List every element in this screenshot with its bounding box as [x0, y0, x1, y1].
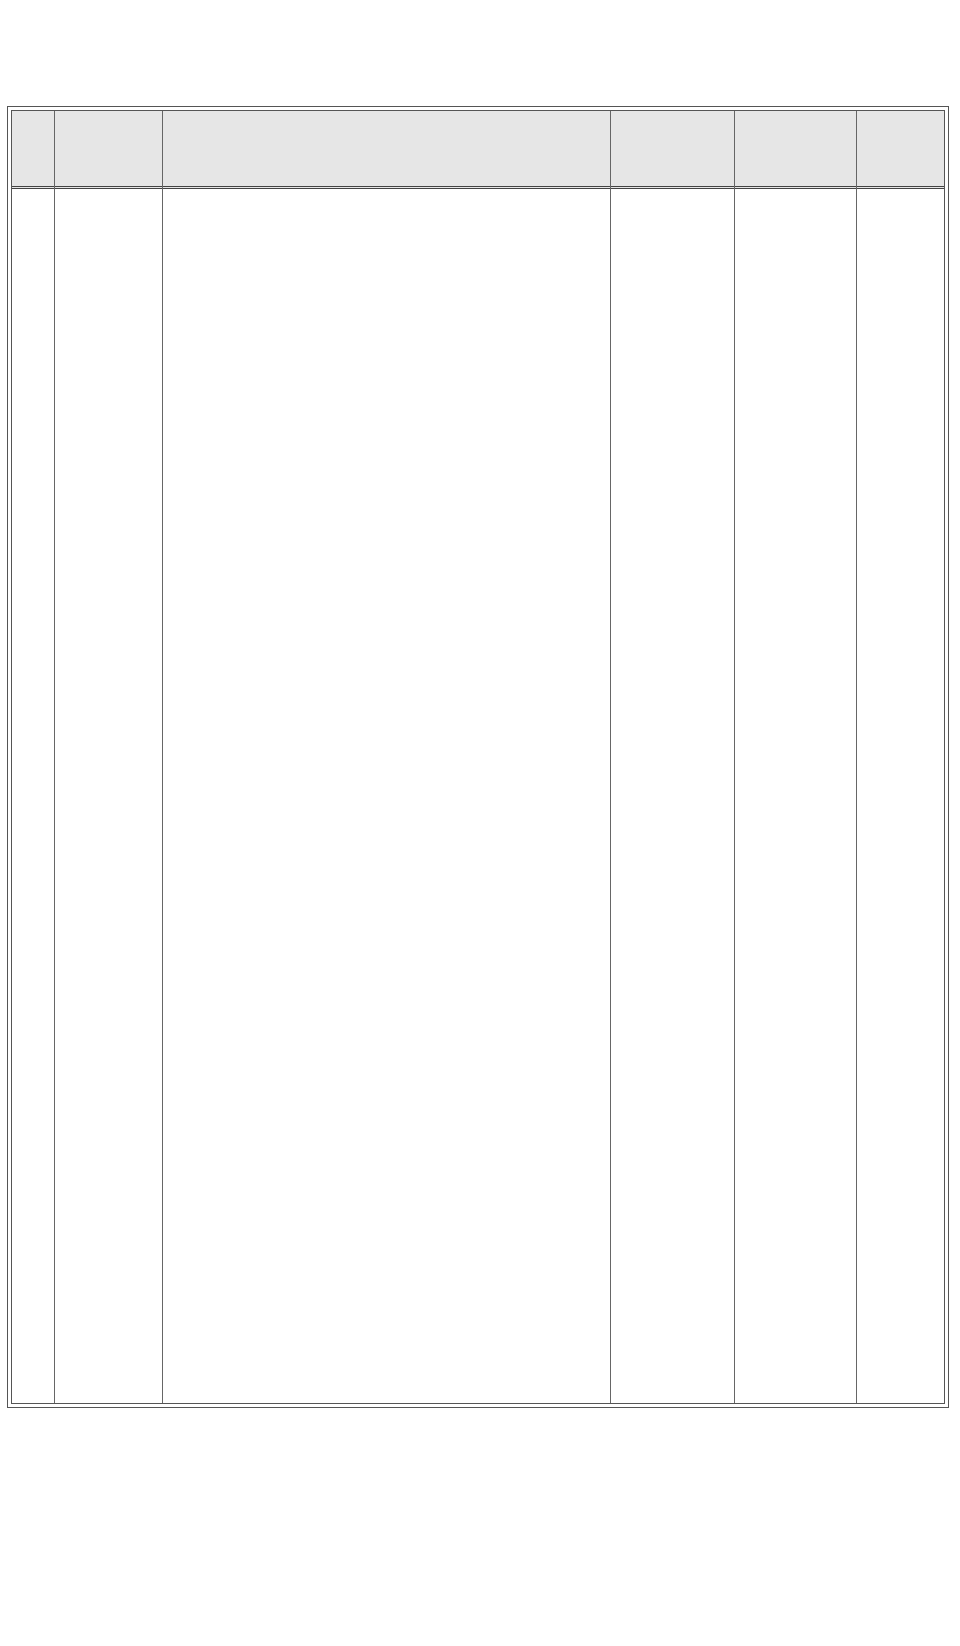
table-header — [12, 111, 944, 189]
data-table — [7, 106, 949, 1408]
